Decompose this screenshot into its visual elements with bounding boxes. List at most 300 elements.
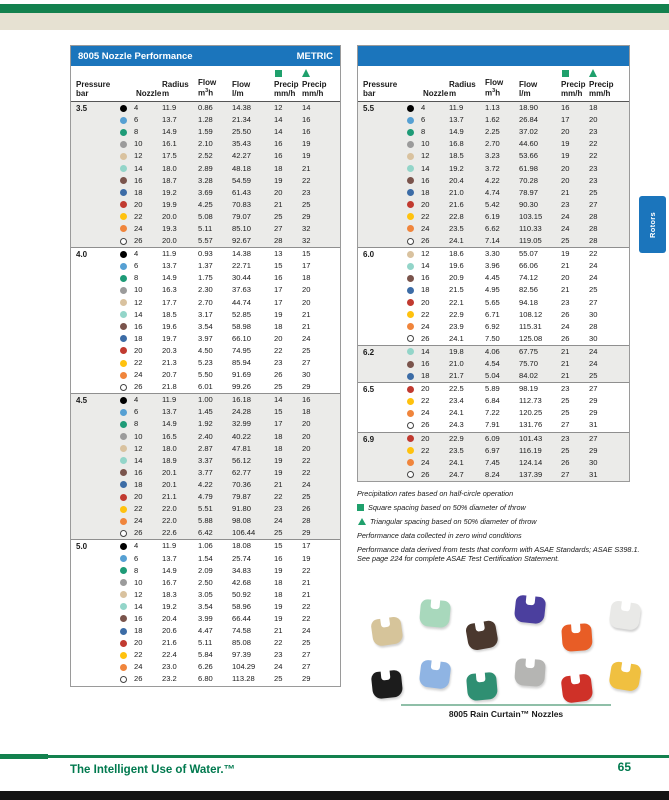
nozzle-color-dot xyxy=(120,141,127,148)
table-row xyxy=(76,150,340,162)
precip-triangle-value: 27 xyxy=(589,199,598,209)
nozzle-dot-cell xyxy=(120,311,134,318)
nozzle-number: 24 xyxy=(421,408,430,418)
nozzle-dot-cell xyxy=(120,640,134,647)
column-header-line2: mm/h xyxy=(274,89,296,98)
table-row xyxy=(76,284,340,296)
radius-value: 21.8 xyxy=(162,382,177,392)
nozzle-dot-cell xyxy=(120,299,134,306)
precip-triangle-value: 25 xyxy=(302,199,311,209)
radius-value: 22.8 xyxy=(449,211,464,221)
flow-lm-value: 21.34 xyxy=(232,115,252,125)
flow-lm-value: 79.07 xyxy=(232,211,252,221)
nozzle-number: 12 xyxy=(134,297,143,307)
precip-triangle-value: 32 xyxy=(302,236,311,246)
flow-m3h-value: 6.09 xyxy=(485,433,500,443)
radius-value: 19.8 xyxy=(449,346,464,356)
flow-m3h-value: 2.89 xyxy=(198,163,213,173)
nozzle-number: 4 xyxy=(421,103,426,113)
flow-m3h-value: 2.50 xyxy=(198,577,213,587)
flow-m3h-value: 6.42 xyxy=(198,528,213,538)
nozzle-color-dot xyxy=(120,603,127,610)
precip-square-value: 18 xyxy=(274,577,283,587)
table-row xyxy=(76,601,340,613)
nozzle-color-dot xyxy=(407,323,414,330)
flow-lm-value: 113.28 xyxy=(232,674,255,684)
precip-triangle-value: 29 xyxy=(589,408,598,418)
radius-value: 24.1 xyxy=(449,457,464,467)
precip-triangle-value: 23 xyxy=(589,175,598,185)
nozzle-dot-cell xyxy=(407,447,421,454)
flow-lm-value: 99.26 xyxy=(232,382,252,392)
precip-square-value: 18 xyxy=(274,431,283,441)
nozzle-photo-item xyxy=(514,658,546,687)
column-header-line1: Precip xyxy=(274,80,299,89)
precip-square-value: 26 xyxy=(274,370,283,380)
column-header-line1: Precip xyxy=(302,80,327,89)
pressure-section xyxy=(71,102,340,247)
nozzle-dot-cell xyxy=(407,311,421,318)
table-row xyxy=(76,467,340,479)
nozzle-color-dot xyxy=(120,518,127,525)
nozzle-number: 24 xyxy=(134,662,143,672)
nozzle-number: 20 xyxy=(421,433,430,443)
nozzle-color-dot xyxy=(407,299,414,306)
nozzle-notch xyxy=(621,661,631,672)
flow-lm-value: 25.74 xyxy=(232,553,252,563)
footer-brand-slogan: The Intelligent Use of Water.™ xyxy=(70,764,236,776)
flow-lm-value: 44.60 xyxy=(519,139,539,149)
nozzle-number: 12 xyxy=(134,443,143,453)
flow-lm-value: 22.71 xyxy=(232,261,252,271)
radius-value: 24.7 xyxy=(449,469,464,479)
flow-m3h-value: 2.87 xyxy=(198,443,213,453)
pressure-section xyxy=(358,432,629,481)
radius-value: 18.9 xyxy=(162,455,177,465)
flow-lm-value: 55.07 xyxy=(519,249,539,259)
flow-lm-value: 91.69 xyxy=(232,370,252,380)
precip-triangle-value: 24 xyxy=(589,346,598,356)
nozzle-dot-cell xyxy=(407,471,421,478)
table-row xyxy=(76,223,340,235)
nozzle-number: 20 xyxy=(421,297,430,307)
nozzle-dot-cell xyxy=(407,361,421,368)
radius-value: 21.5 xyxy=(449,285,464,295)
nozzle-photo xyxy=(372,596,640,702)
radius-value: 21.6 xyxy=(449,199,464,209)
precip-square-value: 21 xyxy=(561,346,570,356)
precip-square-value: 23 xyxy=(274,358,283,368)
flow-lm-value: 137.39 xyxy=(519,469,543,479)
flow-m3h-value: 6.92 xyxy=(485,321,500,331)
nozzle-number: 20 xyxy=(134,199,143,209)
nozzle-dot-cell xyxy=(120,433,134,440)
radius-value: 22.6 xyxy=(162,528,177,538)
column-header-line1: Pressure xyxy=(76,80,111,89)
column-header-radius-m xyxy=(162,69,198,98)
flow-lm-value: 94.18 xyxy=(519,297,539,307)
flow-m3h-value: 4.50 xyxy=(198,345,213,355)
precip-square-value: 19 xyxy=(274,455,283,465)
precip-triangle-value: 23 xyxy=(302,187,311,197)
nozzle-number: 4 xyxy=(134,249,139,259)
nozzle-color-dot xyxy=(407,153,414,160)
nozzle-dot-cell xyxy=(120,409,134,416)
flow-lm-value: 106.44 xyxy=(232,528,256,538)
precip-square-value: 14 xyxy=(274,127,283,137)
nozzle-dot-cell xyxy=(407,398,421,405)
nozzle-number: 8 xyxy=(421,127,426,137)
nozzle-dot-cell xyxy=(407,275,421,282)
nozzle-color-dot xyxy=(120,384,127,391)
nozzle-dot-cell xyxy=(120,347,134,354)
table-title: 8005 Nozzle Performance xyxy=(78,50,193,62)
nozzle-dot-cell xyxy=(407,177,421,184)
pressure-section xyxy=(358,102,629,247)
radius-value: 21.3 xyxy=(162,358,177,368)
nozzle-notch xyxy=(571,623,581,634)
precip-square-value: 25 xyxy=(274,211,283,221)
table-row xyxy=(363,395,629,407)
precip-square-value: 24 xyxy=(274,662,283,672)
flow-m3h-value: 4.25 xyxy=(198,199,213,209)
precip-square-value: 16 xyxy=(274,553,283,563)
radius-value: 22.9 xyxy=(449,309,464,319)
precip-triangle-value: 28 xyxy=(589,236,598,246)
flow-lm-value: 62.77 xyxy=(232,467,252,477)
nozzle-photo-item xyxy=(608,661,642,692)
radius-value: 22.5 xyxy=(449,384,464,394)
nozzle-color-dot xyxy=(120,153,127,160)
flow-m3h-value: 1.62 xyxy=(485,115,500,125)
nozzle-color-dot xyxy=(120,311,127,318)
nozzle-photo-item xyxy=(418,599,450,629)
nozzle-photo-item xyxy=(371,670,404,700)
flow-lm-value: 52.85 xyxy=(232,309,252,319)
precip-square-value: 19 xyxy=(274,467,283,477)
flow-m3h-value: 5.04 xyxy=(485,371,500,381)
nozzle-color-dot xyxy=(120,263,127,270)
nozzle-number: 26 xyxy=(134,236,143,246)
table-row xyxy=(76,248,340,260)
table-row xyxy=(363,321,629,333)
table-row xyxy=(363,162,629,174)
table-row xyxy=(363,407,629,419)
radius-value: 19.7 xyxy=(162,333,177,343)
nozzle-dot-cell xyxy=(407,410,421,417)
flow-m3h-value: 8.24 xyxy=(485,469,500,479)
nozzle-dot-cell xyxy=(120,676,134,683)
nozzle-color-dot xyxy=(407,435,414,442)
precip-square-value: 20 xyxy=(561,273,570,283)
flow-m3h-value: 5.08 xyxy=(198,211,213,221)
top-beige-strip xyxy=(0,13,669,30)
flow-lm-value: 78.97 xyxy=(519,187,539,197)
radius-value: 23.2 xyxy=(162,674,177,684)
column-header-line1: Nozzle xyxy=(423,89,449,98)
nozzle-dot-cell xyxy=(120,457,134,464)
radius-value: 23.0 xyxy=(162,662,177,672)
nozzle-dot-cell xyxy=(407,435,421,442)
nozzle-color-dot xyxy=(120,397,127,404)
precip-triangle-value: 20 xyxy=(302,285,311,295)
nozzle-dot-cell xyxy=(120,213,134,220)
footnote-line xyxy=(357,531,649,540)
column-header-flow-mh xyxy=(485,69,519,98)
precip-square-value: 21 xyxy=(561,285,570,295)
nozzle-notch xyxy=(525,595,535,606)
nozzle-dot-cell xyxy=(407,251,421,258)
column-header-line2: m xyxy=(162,89,170,98)
precip-triangle-value: 21 xyxy=(302,577,311,587)
flow-m3h-value: 2.09 xyxy=(198,565,213,575)
radius-value: 21.0 xyxy=(449,359,464,369)
nozzle-number: 24 xyxy=(134,223,143,233)
flow-m3h-value: 5.42 xyxy=(485,199,500,209)
nozzle-color-dot xyxy=(407,105,414,112)
precip-triangle-value: 25 xyxy=(302,345,311,355)
table-row xyxy=(363,284,629,296)
radius-value: 21.1 xyxy=(162,492,177,502)
table-row xyxy=(76,418,340,430)
nozzle-number: 22 xyxy=(134,358,143,368)
flow-lm-value: 54.59 xyxy=(232,175,252,185)
column-header-line1: Radius xyxy=(449,80,476,89)
precip-triangle-value: 18 xyxy=(302,407,311,417)
flow-m3h-value: 5.23 xyxy=(198,358,213,368)
table-row xyxy=(76,235,340,247)
nozzle-color-dot xyxy=(120,506,127,513)
radius-value: 16.5 xyxy=(162,431,177,441)
flow-lm-value: 116.19 xyxy=(519,445,542,455)
nozzle-color-dot xyxy=(120,129,127,136)
square-spacing-icon xyxy=(562,70,569,77)
radius-value: 14.9 xyxy=(449,127,464,137)
nozzle-number: 12 xyxy=(134,151,143,161)
table-row xyxy=(363,150,629,162)
table-row xyxy=(363,199,629,211)
nozzle-notch xyxy=(430,659,440,670)
nozzle-color-dot xyxy=(120,251,127,258)
nozzle-color-dot xyxy=(120,189,127,196)
precip-triangle-value: 24 xyxy=(302,333,311,343)
table-row xyxy=(363,138,629,150)
radius-value: 20.4 xyxy=(162,613,177,623)
table-row xyxy=(363,126,629,138)
flow-lm-value: 35.43 xyxy=(232,139,252,149)
precip-triangle-value: 20 xyxy=(589,115,598,125)
flow-lm-value: 50.92 xyxy=(232,589,252,599)
radius-value: 20.6 xyxy=(162,626,177,636)
nozzle-number: 10 xyxy=(134,577,143,587)
flow-lm-value: 67.75 xyxy=(519,346,539,356)
precip-triangle-value: 27 xyxy=(589,433,598,443)
flow-lm-value: 16.18 xyxy=(232,395,252,405)
flow-lm-value: 30.44 xyxy=(232,273,252,283)
table-row xyxy=(76,649,340,661)
flow-lm-value: 37.63 xyxy=(232,285,252,295)
radius-value: 20.3 xyxy=(162,345,177,355)
radius-value: 16.3 xyxy=(162,285,177,295)
column-header-flow-mh xyxy=(198,69,232,98)
radius-value: 18.0 xyxy=(162,443,177,453)
flow-lm-value: 26.84 xyxy=(519,115,539,125)
flow-m3h-value: 6.84 xyxy=(485,396,500,406)
nozzle-dot-cell xyxy=(120,105,134,112)
column-header-line1: Nozzle xyxy=(136,89,162,98)
nozzle-number: 22 xyxy=(421,211,430,221)
radius-value: 24.1 xyxy=(449,333,464,343)
nozzle-number: 4 xyxy=(134,541,139,551)
nozzle-number: 14 xyxy=(134,309,143,319)
column-header-line2: mm/h xyxy=(589,89,611,98)
radius-value: 18.5 xyxy=(162,309,177,319)
flow-lm-value: 119.05 xyxy=(519,236,542,246)
column-header-line1: Flow xyxy=(232,80,251,89)
flow-m3h-value: 4.22 xyxy=(198,479,213,489)
nozzle-color-dot xyxy=(120,165,127,172)
nozzle-photo-item xyxy=(466,672,498,702)
precip-triangle-value: 22 xyxy=(302,175,311,185)
nozzle-color-dot xyxy=(120,481,127,488)
precip-triangle-value: 30 xyxy=(302,370,311,380)
precip-square-value: 15 xyxy=(274,407,283,417)
flow-m3h-value: 1.00 xyxy=(198,395,213,405)
radius-value: 24.3 xyxy=(449,420,464,430)
flow-m3h-value: 2.70 xyxy=(485,139,500,149)
precip-triangle-value: 24 xyxy=(589,359,598,369)
radius-value: 17.5 xyxy=(162,151,177,161)
column-header-precip-mmh xyxy=(274,69,302,98)
nozzle-number: 26 xyxy=(421,420,430,430)
flow-lm-value: 98.08 xyxy=(232,516,252,526)
flow-m3h-value: 6.26 xyxy=(198,662,213,672)
precip-square-value: 20 xyxy=(561,175,570,185)
table-row xyxy=(76,637,340,649)
nozzle-dot-cell xyxy=(120,603,134,610)
flow-m3h-value: 6.97 xyxy=(485,445,500,455)
footnote-line xyxy=(357,489,649,498)
radius-value: 23.9 xyxy=(449,321,464,331)
table-title-bar xyxy=(71,46,340,66)
precip-square-value: 25 xyxy=(274,674,283,684)
column-header-line2: bar xyxy=(76,89,89,98)
flow-m3h-value: 5.11 xyxy=(198,223,213,233)
nozzle-photo-item xyxy=(561,673,594,703)
precip-triangle-value: 27 xyxy=(589,297,598,307)
flow-lm-value: 42.68 xyxy=(232,577,252,587)
radius-value: 19.2 xyxy=(162,187,177,197)
flow-lm-value: 97.39 xyxy=(232,650,252,660)
square-spacing-icon xyxy=(357,504,364,511)
nozzle-number: 6 xyxy=(134,115,139,125)
precip-square-value: 28 xyxy=(274,236,283,246)
radius-value: 20.0 xyxy=(162,236,177,246)
flow-m3h-value: 7.14 xyxy=(485,236,500,246)
nozzle-dot-cell xyxy=(407,225,421,232)
precip-triangle-value: 18 xyxy=(302,273,311,283)
table-row xyxy=(76,406,340,418)
precip-triangle-value: 31 xyxy=(589,420,598,430)
radius-value: 18.6 xyxy=(449,249,464,259)
nozzle-number: 18 xyxy=(134,626,143,636)
nozzle-color-dot xyxy=(120,640,127,647)
table-row xyxy=(76,431,340,443)
pressure-section xyxy=(71,393,340,539)
precip-square-value: 23 xyxy=(561,297,570,307)
precip-square-value: 16 xyxy=(274,151,283,161)
radius-value: 22.0 xyxy=(162,504,177,514)
flow-m3h-value: 2.70 xyxy=(198,297,213,307)
flow-lm-value: 103.15 xyxy=(519,211,543,221)
radius-value: 21.7 xyxy=(449,371,464,381)
flow-lm-value: 14.38 xyxy=(232,103,252,113)
nozzle-color-dot xyxy=(120,469,127,476)
nozzle-dot-cell xyxy=(120,518,134,525)
column-header-line2: l/m xyxy=(519,89,531,98)
radius-value: 21.0 xyxy=(449,187,464,197)
radius-value: 11.9 xyxy=(162,103,177,113)
precip-triangle-value: 28 xyxy=(589,211,598,221)
table-row xyxy=(76,369,340,381)
precip-square-value: 19 xyxy=(274,565,283,575)
table-row xyxy=(76,552,340,564)
precip-triangle-value: 22 xyxy=(589,151,598,161)
nozzle-color-dot xyxy=(407,117,414,124)
precip-triangle-value: 22 xyxy=(302,565,311,575)
flow-lm-value: 66.06 xyxy=(519,261,539,271)
table-row xyxy=(363,235,629,247)
pressure-value: 6.0 xyxy=(363,250,375,260)
precip-triangle-value: 25 xyxy=(589,187,598,197)
precip-square-value: 21 xyxy=(274,626,283,636)
flow-m3h-value: 4.79 xyxy=(198,492,213,502)
nozzle-dot-cell xyxy=(120,591,134,598)
precip-triangle-value: 23 xyxy=(589,127,598,137)
radius-value: 20.1 xyxy=(162,479,177,489)
table-row xyxy=(363,469,629,481)
nozzle-number: 8 xyxy=(134,273,139,283)
flow-m3h-value: 1.45 xyxy=(198,407,213,417)
nozzle-color-dot xyxy=(120,615,127,622)
precip-square-value: 21 xyxy=(274,199,283,209)
table-row xyxy=(76,613,340,625)
precip-triangle-value: 24 xyxy=(589,261,598,271)
precip-triangle-value: 24 xyxy=(589,273,598,283)
radius-value: 11.9 xyxy=(162,541,177,551)
precip-square-value: 19 xyxy=(561,249,570,259)
precip-triangle-value: 21 xyxy=(302,321,311,331)
flow-m3h-value: 3.99 xyxy=(198,613,213,623)
column-header-precip-mmh xyxy=(561,69,589,98)
precip-square-value: 22 xyxy=(274,492,283,502)
precip-triangle-value: 32 xyxy=(302,223,311,233)
nozzle-number: 4 xyxy=(134,395,139,405)
nozzle-dot-cell xyxy=(407,335,421,342)
nozzle-number: 10 xyxy=(134,431,143,441)
precip-square-value: 26 xyxy=(561,457,570,467)
nozzle-number: 22 xyxy=(134,211,143,221)
radius-value: 14.9 xyxy=(162,273,177,283)
precip-square-value: 19 xyxy=(561,151,570,161)
radius-value: 20.4 xyxy=(449,175,464,185)
flow-m3h-value: 7.22 xyxy=(485,408,500,418)
nozzle-notch xyxy=(380,617,390,628)
pressure-value: 5.0 xyxy=(76,542,88,552)
precip-triangle-value: 18 xyxy=(589,103,598,113)
nozzle-color-dot xyxy=(120,555,127,562)
nozzle-photo-item xyxy=(465,620,499,652)
